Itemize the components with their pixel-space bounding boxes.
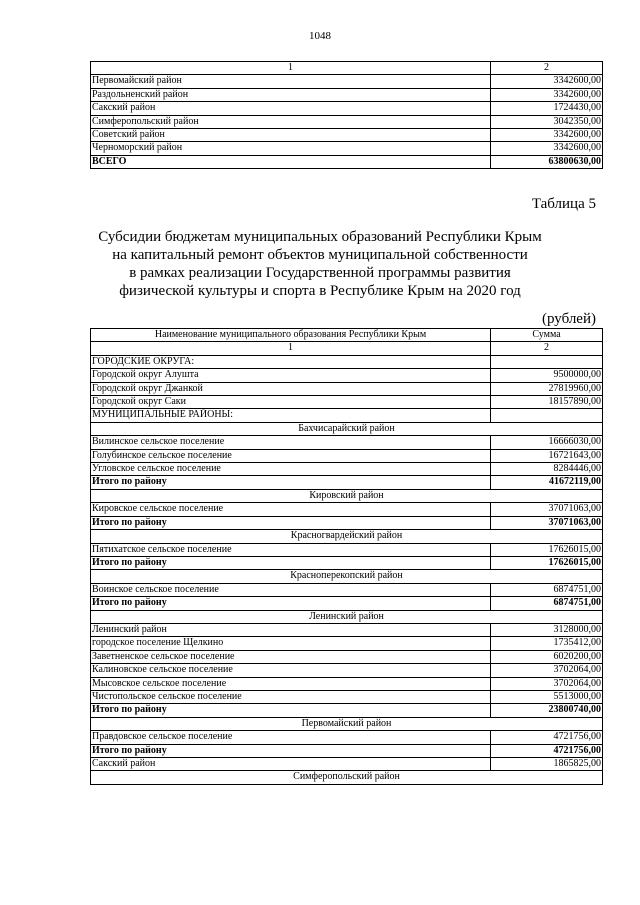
district-header-row <box>91 717 603 730</box>
row-sum: 3342600,00 <box>491 142 603 155</box>
row-sum: 37071063,00 <box>491 503 603 516</box>
row-sum: 1735412,00 <box>491 637 603 650</box>
row-name: Итого по району <box>91 516 491 529</box>
row-sum: 17626015,00 <box>491 543 603 556</box>
row-sum: 17626015,00 <box>491 556 603 569</box>
row-name: Симферопольский район <box>91 115 491 128</box>
column-number-2: 2 <box>491 62 603 75</box>
table-row <box>91 382 603 395</box>
table-row <box>91 409 603 422</box>
table-row <box>91 115 603 128</box>
row-sum: 6020200,00 <box>491 650 603 663</box>
row-sum: 18157890,00 <box>491 396 603 409</box>
row-sum: 23800740,00 <box>491 704 603 717</box>
district-name: Бахчисарайский район <box>91 422 603 435</box>
title-line: физической культуры и спорта в Республике Крым на 2020 год <box>119 283 521 299</box>
table-row <box>91 677 603 690</box>
row-sum: 3342600,00 <box>491 88 603 101</box>
grand-total-label: ВСЕГО <box>91 155 491 168</box>
table-row <box>91 369 603 382</box>
row-name: Черноморский район <box>91 142 491 155</box>
title-line: в рамках реализации Государственной программы развития <box>129 265 511 281</box>
row-sum <box>491 409 603 422</box>
column-number-row <box>91 342 603 355</box>
column-number-2: 2 <box>491 342 603 355</box>
district-total-row <box>91 476 603 489</box>
row-name: Итого по району <box>91 476 491 489</box>
district-header-row <box>91 422 603 435</box>
row-name: Сакский район <box>91 102 491 115</box>
row-sum: 9500000,00 <box>491 369 603 382</box>
row-name: Первомайский район <box>91 75 491 88</box>
table-label: Таблица 5 <box>531 196 596 212</box>
column-number-1: 1 <box>91 342 491 355</box>
title-line: на капитальный ремонт объектов муниципальной собственности <box>112 247 528 263</box>
district-header-row <box>91 771 603 784</box>
page-number: 1048 <box>309 30 331 42</box>
row-name: Городской округ Джанкой <box>91 382 491 395</box>
district-name: Кировский район <box>91 489 603 502</box>
units-label: (рублей) <box>541 311 596 327</box>
row-name: МУНИЦИПАЛЬНЫЕ РАЙОНЫ: <box>91 409 491 422</box>
table-row <box>91 142 603 155</box>
table-row <box>91 436 603 449</box>
district-total-row <box>91 597 603 610</box>
row-name: ГОРОДСКИЕ ОКРУГА: <box>91 355 491 368</box>
column-header-row <box>91 329 603 342</box>
table-row <box>91 396 603 409</box>
row-name: Городской округ Саки <box>91 396 491 409</box>
district-name: Симферопольский район <box>91 771 603 784</box>
row-name: Правдовское сельское поселение <box>91 731 491 744</box>
continued-table <box>90 61 603 169</box>
district-total-row <box>91 516 603 529</box>
row-name: Итого по району <box>91 704 491 717</box>
row-sum: 16721643,00 <box>491 449 603 462</box>
table-row <box>91 102 603 115</box>
table-row <box>91 690 603 703</box>
row-name: Вилинское сельское поселение <box>91 436 491 449</box>
row-name: Итого по району <box>91 597 491 610</box>
district-header-row <box>91 530 603 543</box>
table-row <box>91 758 603 771</box>
row-name: Советский район <box>91 129 491 142</box>
row-name: Городской округ Алушта <box>91 369 491 382</box>
column-header-name: Наименование муниципального образования Республики Крым <box>91 329 491 342</box>
table-row <box>91 449 603 462</box>
row-sum: 6874751,00 <box>491 583 603 596</box>
row-sum: 3702064,00 <box>491 677 603 690</box>
district-name: Первомайский район <box>91 717 603 730</box>
table-row <box>91 543 603 556</box>
row-sum: 1865825,00 <box>491 758 603 771</box>
row-name: Заветненское сельское поселение <box>91 650 491 663</box>
row-sum: 16666030,00 <box>491 436 603 449</box>
column-number-1: 1 <box>91 62 491 75</box>
row-name: Кировское сельское поселение <box>91 503 491 516</box>
row-sum: 1724430,00 <box>491 102 603 115</box>
row-name: Угловское сельское поселение <box>91 463 491 476</box>
row-sum: 37071063,00 <box>491 516 603 529</box>
column-number-row <box>91 62 603 75</box>
district-header-row <box>91 610 603 623</box>
row-sum: 3128000,00 <box>491 623 603 636</box>
table-row <box>91 731 603 744</box>
table-row <box>91 75 603 88</box>
table-row <box>91 583 603 596</box>
row-sum: 27819960,00 <box>491 382 603 395</box>
row-sum: 4721756,00 <box>491 731 603 744</box>
row-sum: 5513000,00 <box>491 690 603 703</box>
table-row <box>91 623 603 636</box>
row-name: Голубинское сельское поселение <box>91 449 491 462</box>
row-sum: 3042350,00 <box>491 115 603 128</box>
row-sum: 41672119,00 <box>491 476 603 489</box>
district-name: Красногвардейский район <box>91 530 603 543</box>
row-name: городское поселение Щелкино <box>91 637 491 650</box>
row-sum: 4721756,00 <box>491 744 603 757</box>
table-row <box>91 637 603 650</box>
row-name: Итого по району <box>91 556 491 569</box>
table-row <box>91 503 603 516</box>
subsidies-table <box>90 328 603 785</box>
table-title <box>0 228 640 300</box>
row-name: Итого по району <box>91 744 491 757</box>
table-row <box>91 650 603 663</box>
row-name: Сакский район <box>91 758 491 771</box>
district-header-row <box>91 570 603 583</box>
title-line: Субсидии бюджетам муниципальных образований Республики Крым <box>98 229 542 245</box>
table-row <box>91 355 603 368</box>
row-name: Чистопольское сельское поселение <box>91 690 491 703</box>
table-row <box>91 129 603 142</box>
grand-total-sum: 63800630,00 <box>491 155 603 168</box>
row-sum: 3342600,00 <box>491 75 603 88</box>
table-row <box>91 664 603 677</box>
district-total-row <box>91 744 603 757</box>
row-sum: 8284446,00 <box>491 463 603 476</box>
district-total-row <box>91 556 603 569</box>
grand-total-row <box>91 155 603 168</box>
row-name: Мысовское сельское поселение <box>91 677 491 690</box>
district-header-row <box>91 489 603 502</box>
row-sum: 3702064,00 <box>491 664 603 677</box>
table-row <box>91 463 603 476</box>
row-name: Калиновское сельское поселение <box>91 664 491 677</box>
row-name: Пятихатское сельское поселение <box>91 543 491 556</box>
district-total-row <box>91 704 603 717</box>
row-name: Воинское сельское поселение <box>91 583 491 596</box>
row-name: Ленинский район <box>91 623 491 636</box>
row-name: Раздольненский район <box>91 88 491 101</box>
row-sum: 6874751,00 <box>491 597 603 610</box>
district-name: Красноперекопский район <box>91 570 603 583</box>
row-sum <box>491 355 603 368</box>
table-row <box>91 88 603 101</box>
column-header-sum: Сумма <box>491 329 603 342</box>
district-name: Ленинский район <box>91 610 603 623</box>
row-sum: 3342600,00 <box>491 129 603 142</box>
